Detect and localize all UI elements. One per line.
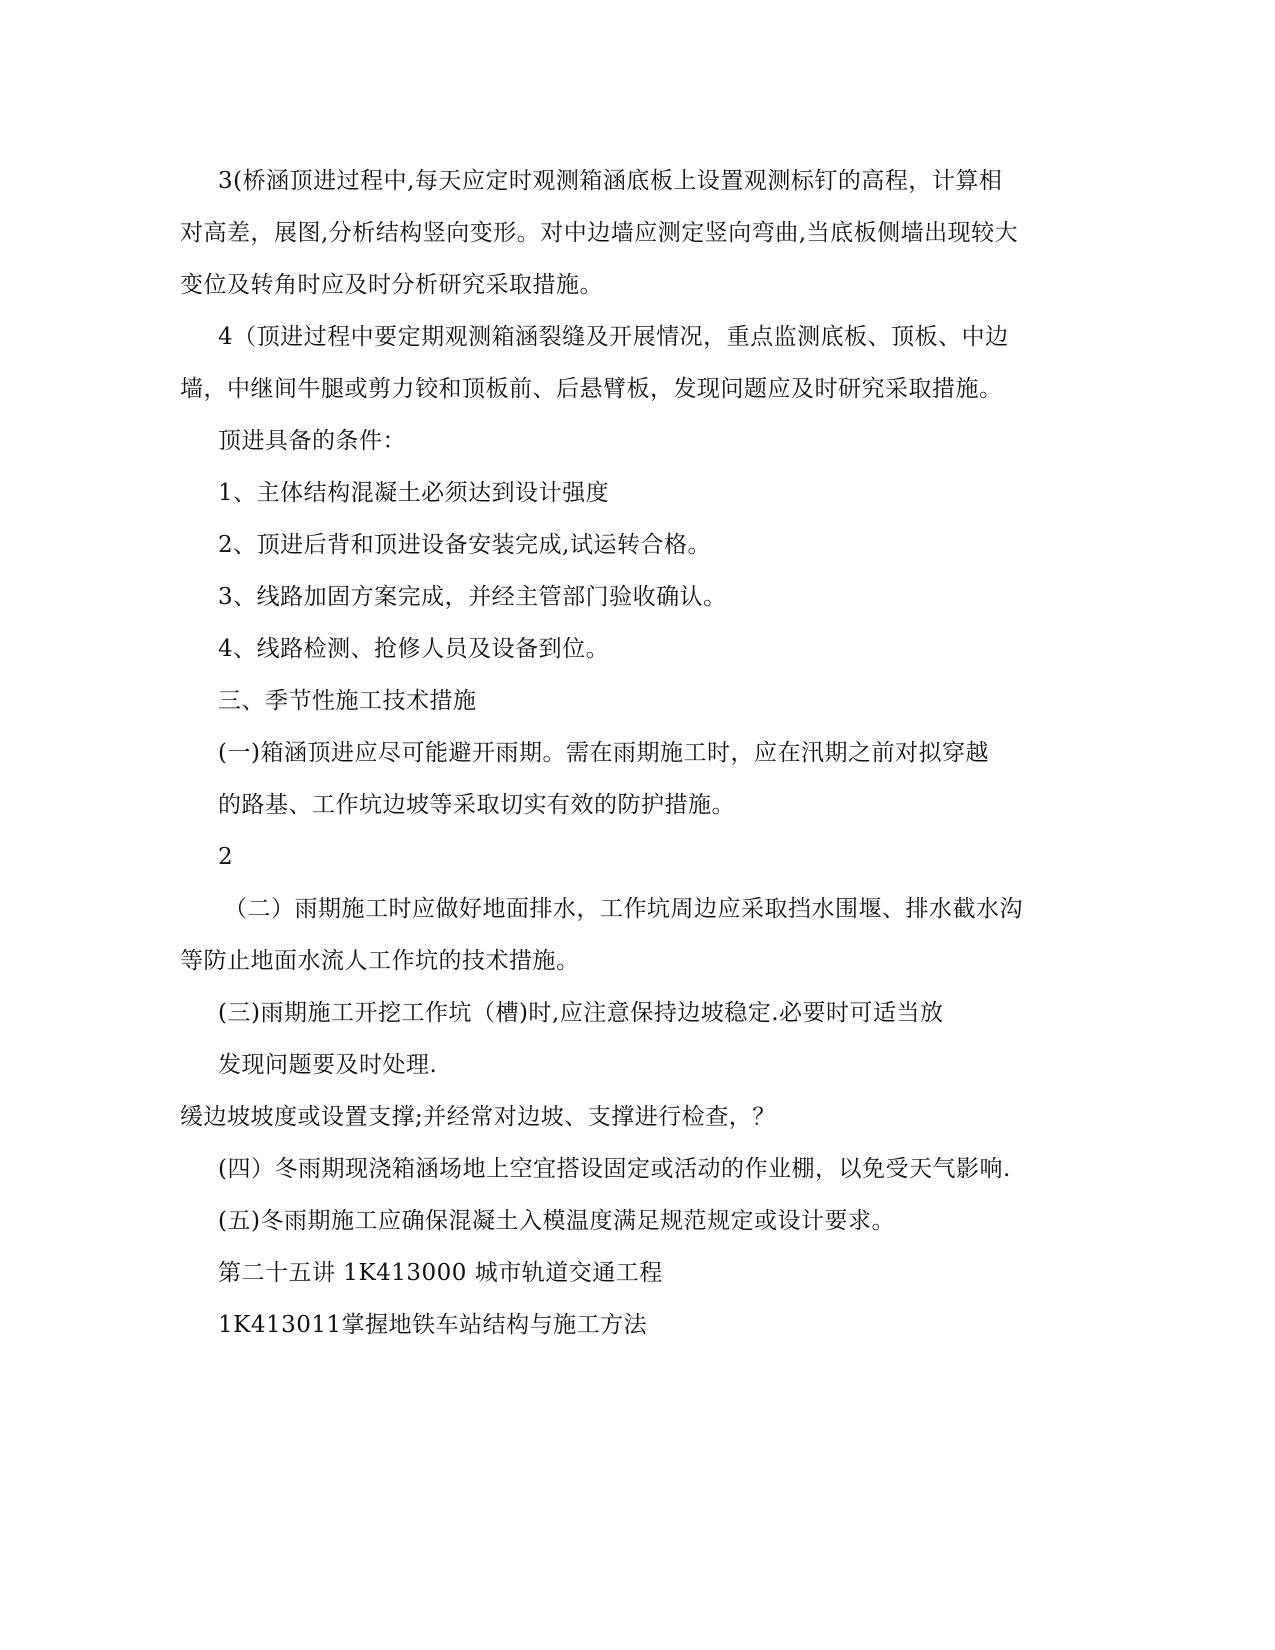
paragraph-line: (五)冬雨期施工应确保混凝土入模温度满足规范规定或设计要求。 <box>218 1208 895 1234</box>
paragraph-line: (一)箱涵顶进应尽可能避开雨期。需在雨期施工时，应在汛期之前对拟穿越 <box>218 740 989 766</box>
paragraph-line: 的路基、工作坑边坡等采取切实有效的防护措施。 <box>218 792 735 818</box>
list-item: 3、线路加固方案完成，并经主管部门验收确认。 <box>218 584 727 610</box>
section-heading: 顶进具备的条件： <box>218 428 406 454</box>
paragraph-line: 3(桥涵顶进过程中,每天应定时观测箱涵底板上设置观测标钉的高程，计算相 <box>218 168 1003 194</box>
paragraph-line: （二）雨期施工时应做好地面排水，工作坑周边应采取挡水围堰、排水截水沟 <box>224 896 1023 922</box>
paragraph-line: 缓边坡坡度或设置支撑;并经常对边坡、支撑进行检查，？ <box>180 1104 776 1130</box>
paragraph-line: 对高差，展图,分析结构竖向变形。对中边墙应测定竖向弯曲,当底板侧墙出现较大 <box>180 220 1019 246</box>
paragraph-line: 墙，中继间牛腿或剪力铰和顶板前、后悬臂板，发现问题应及时研究采取措施。 <box>180 376 1003 402</box>
section-heading: 1K413011掌握地铁车站结构与施工方法 <box>218 1312 648 1338</box>
chapter-heading: 第二十五讲 1K413000 城市轨道交通工程 <box>218 1260 663 1286</box>
paragraph-line: (三)雨期施工开挖工作坑（槽)时,应注意保持边坡稳定.必要时可适当放 <box>218 1000 944 1026</box>
list-item: 4、线路检测、抢修人员及设备到位。 <box>218 636 610 662</box>
section-heading: 三、季节性施工技术措施 <box>218 688 477 714</box>
page-number: 2 <box>218 844 234 870</box>
paragraph-line: 发现问题要及时处理. <box>218 1052 438 1078</box>
paragraph-line: 变位及转角时应及时分析研究采取措施。 <box>180 272 603 298</box>
paragraph-line: (四）冬雨期现浇箱涵场地上空宜搭设固定或活动的作业棚，以免受天气影响. <box>218 1156 1011 1182</box>
paragraph-line: 4（顶进过程中要定期观测箱涵裂缝及开展情况，重点监测底板、顶板、中边 <box>218 324 1009 350</box>
list-item: 2、顶进后背和顶进设备安装完成,试运转合格。 <box>218 532 711 558</box>
paragraph-line: 等防止地面水流人工作坑的技术措施。 <box>180 948 580 974</box>
list-item: 1、主体结构混凝土必须达到设计强度 <box>218 480 610 506</box>
